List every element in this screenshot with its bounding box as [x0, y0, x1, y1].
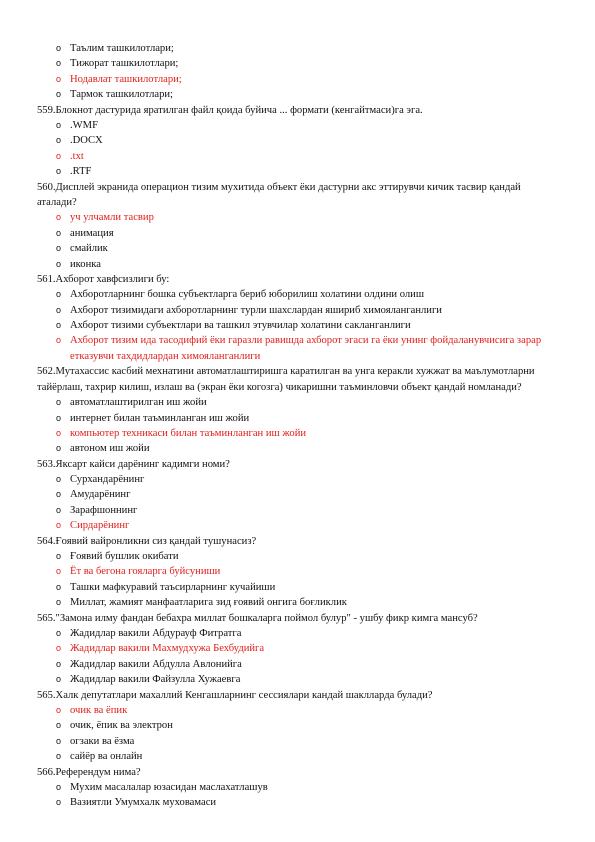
answer-option-label: Тижорат ташкилотлари; — [70, 58, 179, 70]
bullet-icon: o — [56, 643, 62, 654]
bullet-icon: o — [56, 119, 62, 130]
answer-option — [0, 118, 595, 133]
bullet-icon: o — [56, 89, 62, 100]
answer-option — [0, 503, 595, 518]
answer-option-highlighted — [0, 333, 595, 364]
answer-option — [0, 411, 595, 426]
bullet-icon: o — [56, 320, 62, 331]
answer-option-label: Сурхандарёнинг — [70, 474, 145, 486]
bullet-icon: o — [56, 628, 62, 639]
answer-option-label: Сирдарёнинг — [70, 520, 130, 532]
answer-option — [0, 41, 595, 56]
answer-option-label: автоматлаштирилган иш жойи — [70, 397, 207, 409]
answer-option-label: смайлик — [70, 243, 108, 255]
answer-option — [0, 287, 595, 302]
answer-option — [0, 780, 595, 795]
bullet-icon: o — [56, 443, 62, 454]
bullet-icon: o — [56, 735, 62, 746]
answer-option — [0, 718, 595, 733]
answer-option-highlighted — [0, 149, 595, 164]
answer-option-label: очик, ёпик ва электрон — [70, 720, 173, 732]
answer-option-label: Таълим ташкилотлари; — [70, 43, 174, 54]
answer-option — [0, 657, 595, 672]
answer-option — [0, 395, 595, 410]
answer-option — [0, 672, 595, 687]
answer-option-label: Тармок ташкилотлари; — [70, 89, 173, 101]
bullet-icon: o — [56, 227, 62, 238]
answer-option-label: Ташки мафкуравий таъсирларнинг кучайиши — [70, 581, 276, 593]
answer-option-highlighted — [0, 72, 595, 87]
bullet-icon: o — [56, 797, 62, 808]
answer-option — [0, 241, 595, 256]
bullet-icon: o — [56, 304, 62, 315]
answer-option-label: Ахборот тизим ида тасодифий ёки гаразли равишда ахборот эгаси га ёки унинг фойдаланувчисига зарар етказувчи тахдидлардан химояланганлиги — [70, 335, 542, 362]
bullet-icon: o — [56, 73, 62, 84]
question-text: 565."Замона илму фандан бебахра миллат бошкаларга поймол булур" - ушбу фикр кимга мансуб? — [37, 612, 478, 624]
answer-option — [0, 441, 595, 456]
bullet-icon: o — [56, 397, 62, 408]
bullet-icon: o — [56, 135, 62, 146]
answer-option-highlighted — [0, 703, 595, 718]
answer-option-label: автоном иш жойи — [70, 443, 150, 455]
bullet-icon: o — [56, 674, 62, 685]
bullet-icon: o — [56, 489, 62, 500]
answer-option — [0, 303, 595, 318]
answer-option-label: Жадидлар вакили Махмудхужа Бехбудийга — [70, 643, 265, 655]
bullet-icon: o — [56, 212, 62, 223]
answer-option — [0, 734, 595, 749]
bullet-icon: o — [56, 751, 62, 762]
answer-option — [0, 749, 595, 764]
answer-option — [0, 549, 595, 564]
question-text: 560.Дисплей экранида операцион тизим мухитида объект ёки дастурни акс эттирувчи кичик тасвир қандай аталади? — [37, 181, 521, 208]
answer-option-highlighted — [0, 426, 595, 441]
answer-option-highlighted — [0, 641, 595, 656]
answer-option-label: огзаки ва ёзма — [70, 735, 135, 747]
answer-option-label: Жадидлар вакили Абдулла Авлонийга — [70, 658, 242, 670]
answer-option-highlighted — [0, 210, 595, 225]
answer-option-highlighted — [0, 564, 595, 579]
answer-option — [0, 56, 595, 71]
answer-option — [0, 133, 595, 148]
answer-option-label: Амударёнинг — [70, 489, 131, 501]
bullet-icon: o — [56, 289, 62, 300]
answer-option — [0, 487, 595, 502]
bullet-icon: o — [56, 58, 62, 69]
answer-option — [0, 164, 595, 179]
question-text: 562.Мутахассис касбий мехнатини автоматлаштиришга каратилган ва унга керакли хужжат ва маълумотларни тайёрлаш, тахрир килиш, излаш ва (экран ёки когозга) чикаришни таъминловчи объект қандай номланади? — [37, 366, 535, 393]
question-text: 566.Референдум нима? — [37, 766, 141, 778]
answer-option-label: .RTF — [70, 166, 92, 178]
bullet-icon: o — [56, 551, 62, 562]
bullet-icon: o — [56, 427, 62, 438]
bullet-icon: o — [56, 781, 62, 792]
question-text: 559.Блокнот дастурида яратилган файл қоида буйича ... формати (кенгайтмаси)га эга. — [37, 104, 423, 116]
answer-option-label: сайёр ва онлайн — [70, 751, 143, 763]
answer-option-label: Зарафшоннинг — [70, 504, 138, 516]
answer-option — [0, 226, 595, 241]
answer-option — [0, 795, 595, 810]
answer-option-label: Ахборот тизимидаги ахборотларнинг турли шахслардан яшириб химояланганлиги — [70, 304, 442, 316]
bullet-icon: o — [56, 504, 62, 515]
answer-option-label: компьютер техникаси билан таъминланган иш жойи — [70, 427, 307, 439]
question-text: 561.Ахборот хавфсизлиги бу: — [37, 273, 170, 285]
answer-option — [0, 318, 595, 333]
answer-option — [0, 626, 595, 641]
bullet-icon: o — [56, 720, 62, 731]
answer-option-label: Ғоявий бушлик окибати — [70, 551, 179, 563]
answer-option-label: очик ва ёпик — [70, 704, 128, 716]
bullet-icon: o — [56, 335, 62, 346]
answer-option — [0, 87, 595, 102]
answer-option-label: Вазиятли Умумхалк муховамаси — [70, 797, 217, 809]
bullet-icon: o — [56, 166, 62, 177]
answer-option-label: Мухим масалалар юзасидан маслахатлашув — [70, 781, 268, 793]
answer-option-label: .DOCX — [70, 135, 103, 147]
bullet-icon: o — [56, 412, 62, 423]
answer-option-label: Жадидлар вакили Файзулла Хужаевга — [70, 674, 241, 686]
bullet-icon: o — [56, 704, 62, 715]
bullet-icon: o — [56, 474, 62, 485]
answer-option-label: анимация — [70, 227, 114, 239]
answer-option-label: иконка — [70, 258, 101, 270]
answer-option — [0, 257, 595, 272]
answer-option-highlighted — [0, 518, 595, 533]
answer-option — [0, 580, 595, 595]
bullet-icon: o — [56, 243, 62, 254]
question-text: 565.Халк депутатлари махаллий Кенгашларнинг сессиялари кандай шаклларда булади? — [37, 689, 433, 701]
bullet-icon: o — [56, 258, 62, 269]
answer-option-label: уч улчамли тасвир — [70, 212, 154, 224]
answer-option-label: Жадидлар вакили Абдурауф Фитратга — [70, 628, 242, 640]
bullet-icon: o — [56, 597, 62, 608]
answer-option-label: интернет билан таъминланган иш жойи — [70, 412, 250, 424]
bullet-icon: o — [56, 43, 62, 53]
bullet-icon: o — [56, 581, 62, 592]
bullet-icon: o — [56, 658, 62, 669]
answer-option-label: .txt — [70, 150, 84, 162]
bullet-icon: o — [56, 150, 62, 161]
answer-option — [0, 472, 595, 487]
answer-option-label: Ахборот тизими субъектлари ва ташкил этувчилар холатини сакланганлиги — [70, 320, 411, 332]
answer-option-label: .WMF — [70, 119, 98, 131]
answer-option — [0, 595, 595, 610]
question-text: 564.Ғоявий вайронликни сиз қандай тушунасиз? — [37, 535, 257, 547]
answer-option-label: Миллат, жамият манфаатларига зид ғоявий онгига боғликлик — [70, 597, 347, 609]
bullet-icon: o — [56, 566, 62, 577]
question-text: 563.Яксарт кайси дарёнинг кадимги номи? — [37, 458, 230, 470]
answer-option-label: Нодавлат ташкилотлари; — [70, 73, 182, 85]
answer-option-label: Ахборотларнинг бошка субъектларга бериб юборилиш холатини олдини олиш — [70, 289, 424, 301]
bullet-icon: o — [56, 520, 62, 531]
answer-option-label: Ёт ва бегона гояларга буйсуниши — [70, 566, 221, 578]
